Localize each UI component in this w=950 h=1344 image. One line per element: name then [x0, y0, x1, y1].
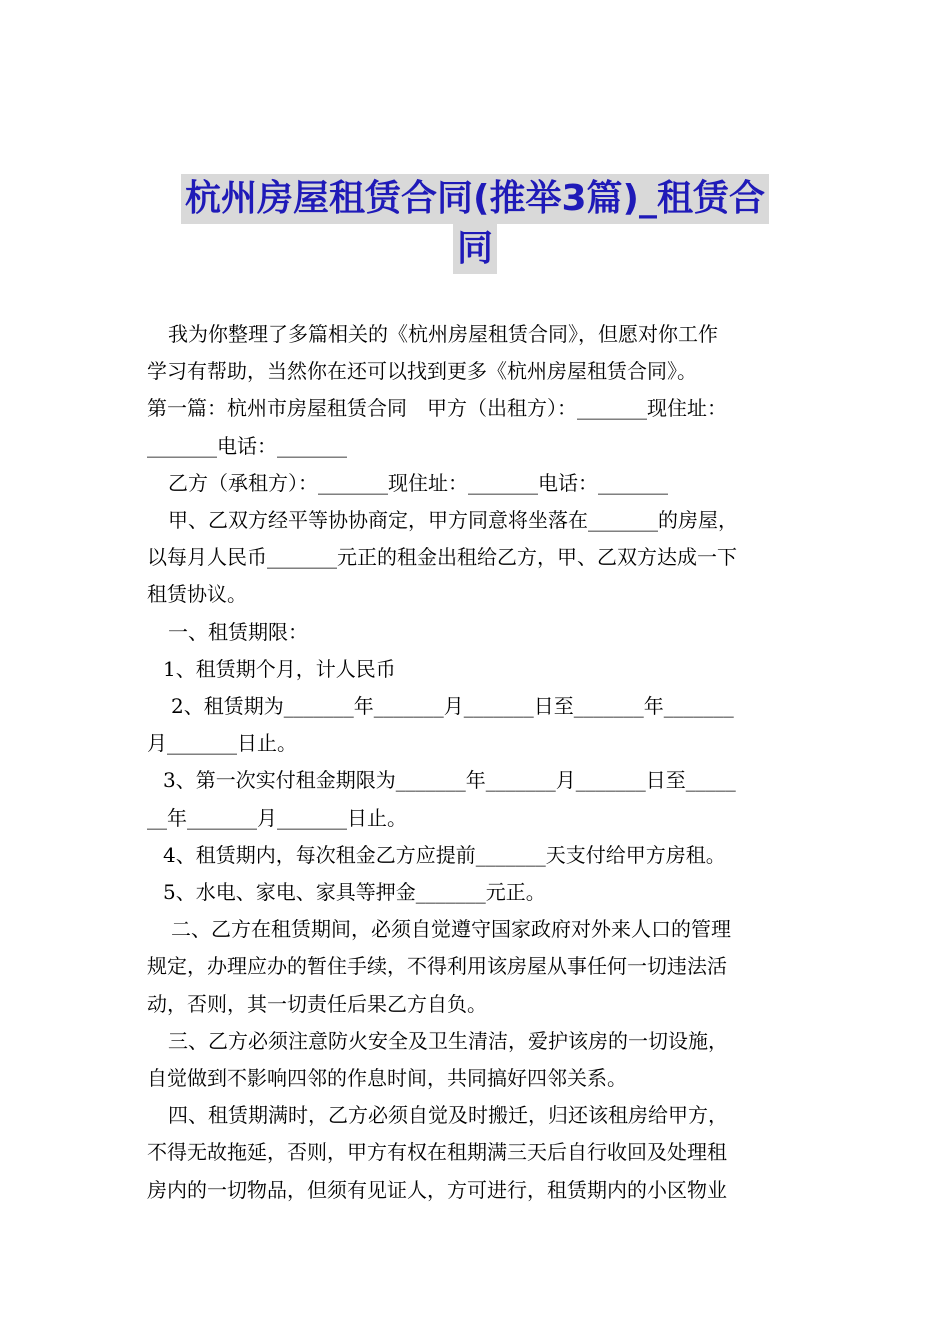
text-line: 一、租赁期限：: [168, 619, 308, 644]
text-line: 不得无故拖延，否则，甲方有权在租期满三天后自行收回及处理租: [147, 1140, 727, 1165]
text-line: 2、租赁期为_______年_______月_______日至_______年_______: [171, 694, 734, 719]
title-line-2: 同: [453, 224, 497, 274]
title-line-1: 杭州房屋租赁合同(推举3篇)_租赁合: [181, 174, 769, 224]
text-line: _______电话：_______: [147, 433, 347, 458]
text-line: 5、水电、家电、家具等押金_______元正。: [163, 880, 546, 905]
text-line: 房内的一切物品，但须有见证人，方可进行，租赁期内的小区物业: [147, 1177, 727, 1202]
text-line: 自觉做到不影响四邻的作息时间，共同搞好四邻关系。: [147, 1066, 627, 1091]
text-line: 我为你整理了多篇相关的《杭州房屋租赁合同》，但愿对你工作: [168, 322, 718, 346]
text-line: 二、乙方在租赁期间，必须自觉遵守国家政府对外来人口的管理: [171, 917, 731, 942]
text-line: 月_______日止。: [147, 731, 297, 756]
text-line: 乙方（承租方）：_______现住址：_______电话：_______: [168, 470, 668, 495]
text-line: 1、租赁期个月，计人民币: [163, 656, 396, 681]
text-line: 租赁协议。: [147, 582, 247, 607]
text-line: 学习有帮助，当然你在还可以找到更多《杭州房屋租赁合同》。: [147, 359, 697, 384]
text-line: 动，否则，其一切责任后果乙方自负。: [147, 991, 487, 1016]
text-line: 三、乙方必须注意防火安全及卫生清洁，爱护该房的一切设施，: [168, 1028, 728, 1053]
text-line: 甲、乙双方经平等协协商定，甲方同意将坐落在_______的房屋，: [168, 508, 738, 533]
text-line: 3、第一次实付租金期限为_______年_______月_______日至_____: [163, 768, 736, 793]
document-title: [0, 174, 950, 274]
document-body: [147, 316, 807, 1209]
text-line: 4、租赁期内，每次租金乙方应提前_______天支付给甲方房租。: [163, 842, 726, 867]
text-line: 规定，办理应办的暂住手续，不得利用该房屋从事任何一切违法活: [147, 954, 727, 979]
text-line: 四、租赁期满时，乙方必须自觉及时搬迁，归还该租房给甲方，: [168, 1103, 728, 1128]
text-line: 以每月人民币_______元正的租金出租给乙方，甲、乙双方达成一下: [147, 545, 737, 570]
text-line: 第一篇：杭州市房屋租赁合同 甲方（出租方）：_______现住址：: [147, 396, 727, 421]
text-line: __年_______月_______日止。: [147, 805, 407, 830]
